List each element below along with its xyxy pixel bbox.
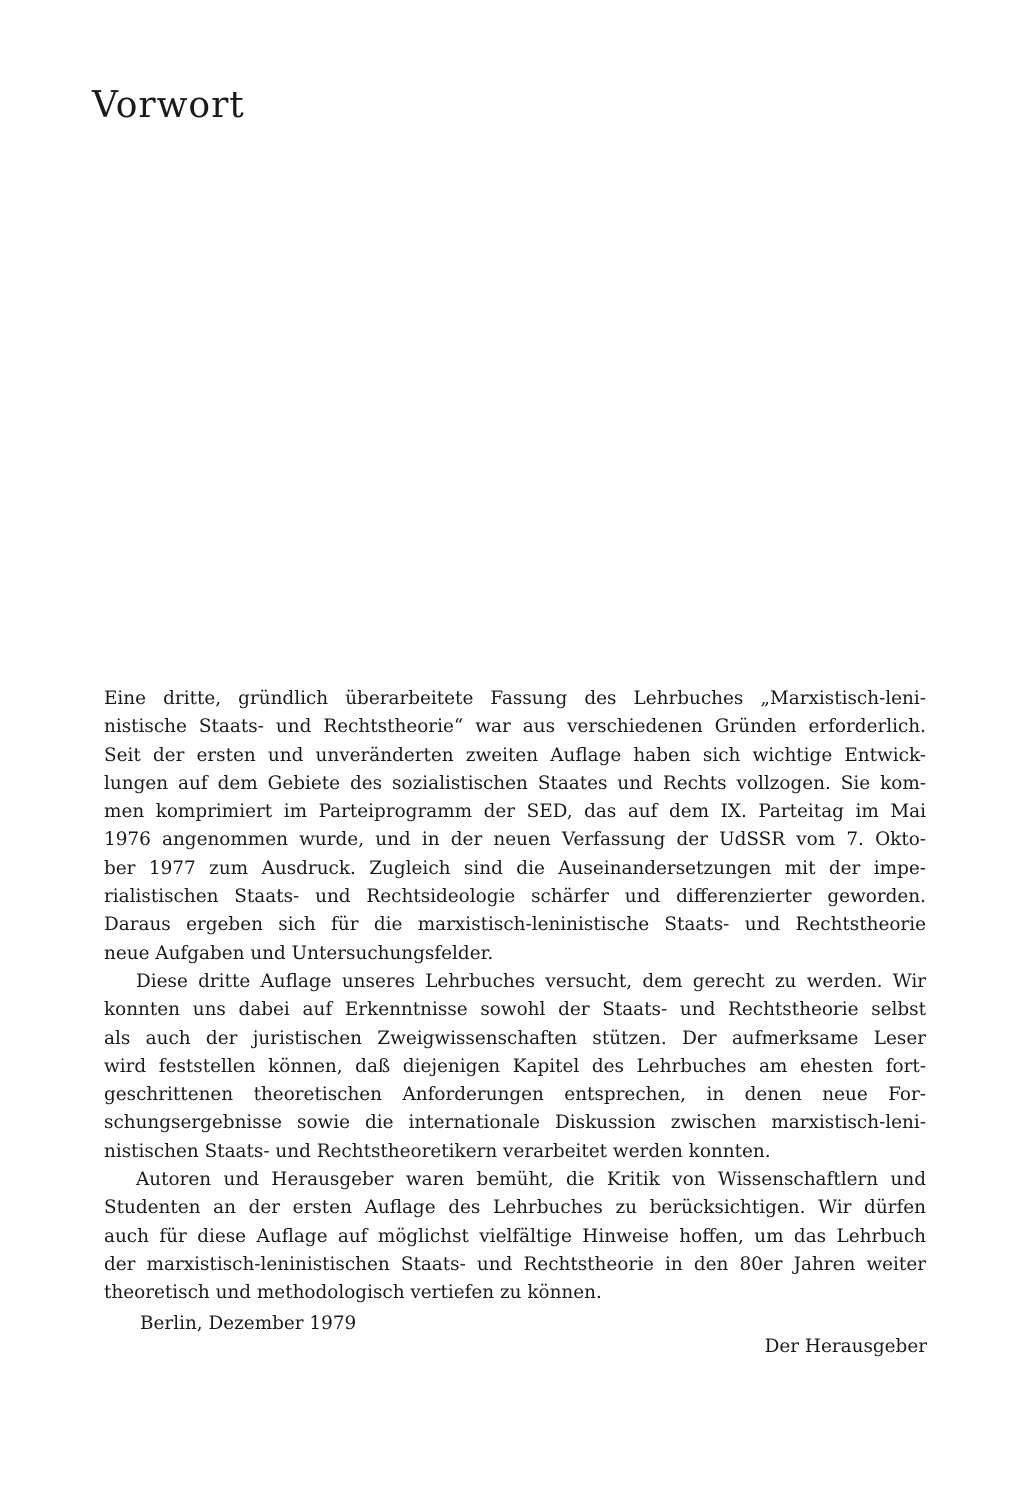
text-line: geschrittenen theoretischen Anforderungen entsprechen, in denen neue For- bbox=[104, 1084, 926, 1106]
paragraph-2 bbox=[104, 968, 926, 1166]
text-line: ber 1977 zum Ausdruck. Zugleich sind die Auseinandersetzungen mit der impe- bbox=[104, 857, 926, 879]
text-line: nistische Staats- und Rechtstheorie“ war aus verschiedenen Gründen erforderlich. bbox=[104, 716, 926, 738]
text-line: men komprimiert im Parteiprogramm der SED, das auf dem IX. Parteitag im Mai bbox=[104, 801, 926, 823]
signature: Der Herausgeber bbox=[764, 1336, 927, 1357]
text-line: theoretisch und methodologisch vertiefen zu können. bbox=[104, 1282, 602, 1304]
text-line: wird feststellen können, daß diejenigen Kapitel des Lehrbuches am ehesten fort- bbox=[104, 1055, 926, 1077]
text-line: 1976 angenommen wurde, und in der neuen Verfassung der UdSSR vom 7. Okto- bbox=[104, 829, 926, 851]
text-line: auch für diese Auflage auf möglichst vielfältige Hinweise hoffen, um das Lehrbuch bbox=[104, 1225, 926, 1247]
text-line: Studenten an der ersten Auflage des Lehrbuches zu berücksichtigen. Wir dürfen bbox=[104, 1197, 926, 1219]
text-line: nistischen Staats- und Rechtstheoretikern verarbeitet werden konnten. bbox=[104, 1140, 771, 1162]
text-line: konnten uns dabei auf Erkenntnisse sowohl der Staats- und Rechtstheorie selbst bbox=[104, 999, 926, 1021]
text-line: Eine dritte, gründlich überarbeitete Fassung des Lehrbuches „Marxistisch-leni- bbox=[104, 688, 926, 709]
text-line: als auch der juristischen Zweigwissenschaften stützen. Der aufmerksame Leser bbox=[104, 1027, 926, 1049]
text-line: rialistischen Staats- und Rechtsideologie schärfer und differenzierter geworden. bbox=[104, 886, 926, 908]
body-text bbox=[104, 685, 926, 1308]
text-line: Autoren und Herausgeber waren bemüht, die Kritik von Wissenschaftlern und bbox=[136, 1169, 926, 1191]
text-line: der marxistisch-leninistischen Staats- und Rechtstheorie in den 80er Jahren weiter bbox=[104, 1253, 926, 1275]
paragraph-1 bbox=[104, 685, 926, 968]
text-line: Daraus ergeben sich für die marxistisch-leninistische Staats- und Rechtstheorie bbox=[104, 914, 926, 936]
text-line: schungsergebnisse sowie die internationale Diskussion zwischen marxistisch-leni- bbox=[104, 1112, 926, 1134]
text-line: Diese dritte Auflage unseres Lehrbuches versucht, dem gerecht zu werden. Wir bbox=[136, 970, 926, 992]
text-line: lungen auf dem Gebiete des sozialistischen Staates und Rechts vollzogen. Sie kom- bbox=[104, 772, 926, 794]
paragraph-3 bbox=[104, 1166, 926, 1307]
text-line: neue Aufgaben und Untersuchungsfelder. bbox=[104, 942, 494, 964]
place-date: Berlin, Dezember 1979 bbox=[140, 1313, 357, 1334]
text-line: Seit der ersten und unveränderten zweiten Auflage haben sich wichtige Entwick- bbox=[104, 744, 926, 766]
page-title: Vorwort bbox=[92, 85, 245, 126]
